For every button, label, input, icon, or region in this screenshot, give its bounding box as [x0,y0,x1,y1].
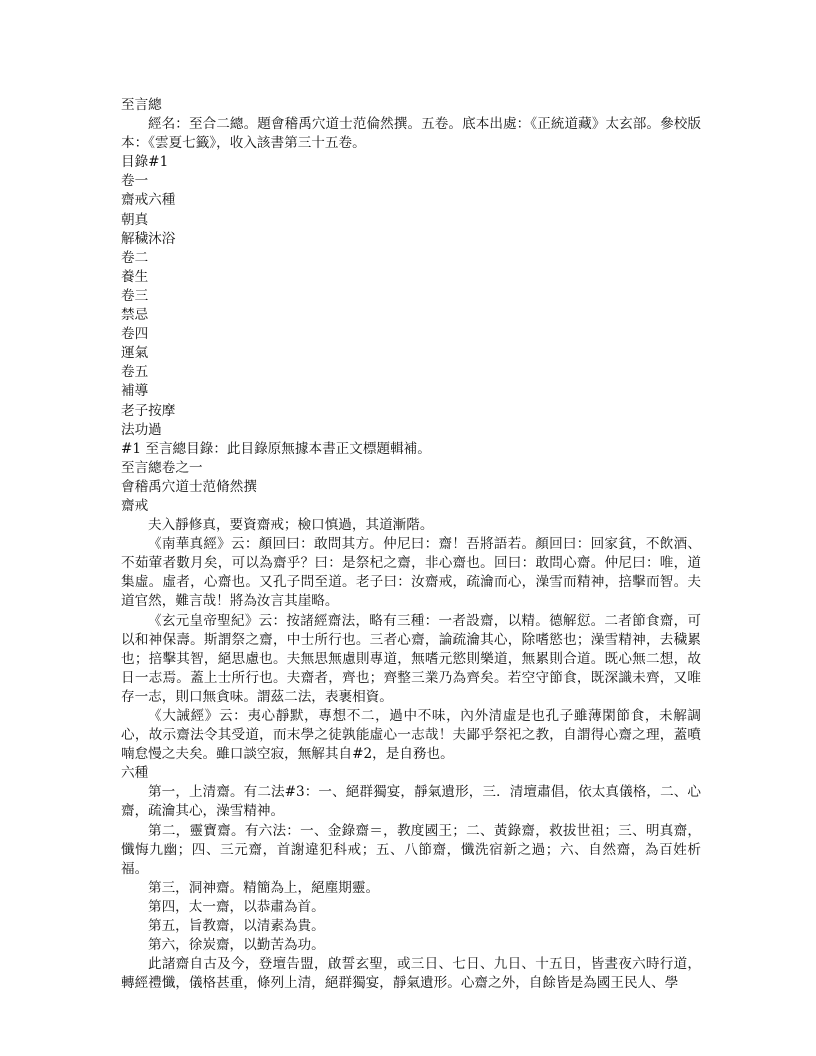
toc-item: 運氣 [121,345,149,362]
toc-item: 卷三 [121,287,149,304]
author-line: 會稽禹穴道士范脩然撰 [121,478,257,495]
document-page [121,96,701,993]
paragraph: 此諸齋自古及今，登壇告盟，啟誓玄聖，或三日、七日、九日、十五日，皆晝夜六時行道，轉經禮懺，儀格甚重，條列上清，絕群獨宴，靜氣遺形。心齋之外，自餘皆是為國王民人、學 [121,956,701,992]
paragraph: 第三，洞神齋。精簡為上，絕塵期靈。 [148,879,380,896]
toc-item: 禁忌 [121,307,149,324]
toc-item: 齋戒六種 [121,192,176,209]
toc-item: 朝真 [121,211,149,228]
volume-title: 至言總卷之一 [121,459,203,476]
toc-item: 卷四 [121,326,149,343]
toc-item: 解穢沐浴 [121,230,176,247]
toc-item: 補導 [121,383,149,400]
paragraph: 《玄元皇帝聖紀》云：按諸經齋法，略有三種：一者設齋，以精。德解愆。二者節食齋，可以和神保壽。斯謂祭之齋，中士所行也。三者心齋，論疏瀹其心，除嗜慾也；澡雪精神，去穢累也；掊擊其智，絕思慮也。夫無思無慮則專道，無嗜元慾則樂道，無累則合道。既心無二想，故日一志焉。蓋上士所行也。夫齋者，齊也；齊整三業乃為齊矣。若空守節食，既深識未齊，又唯存一志，則口無貪味。謂茲二法，表裹相資。 [121,612,701,705]
document-title: 至言總 [121,97,162,113]
toc-item: 卷二 [121,249,149,266]
paragraph: 夫入靜修真，要資齋戒；檢口慎過，其道漸階。 [148,517,434,534]
paragraph: 第一，上清齋。有二法#3：一、絕群獨宴，靜氣遺形，三．清壇肅倡，依太真儀格，二、心齋，疏瀹其心，澡雪精神。 [121,784,701,820]
toc-note: #1 至言總目錄：此目錄原無據本書正文標題輯補。 [121,440,431,457]
section-title: 齋戒 [121,497,149,514]
paragraph: 第六，徐炭齋，以勤苦為功。 [148,937,325,954]
paragraph: 《南華真經》云：顏回曰：敢問其方。仲尼曰：齋！吾將語若。顏回曰：回家貧，不飲酒、不茹葷者數月矣，可以為齋乎？曰：是祭杞之齋，非心齋也。回曰：敢問心齋。仲尼曰：唯，道集虛。虛者，心齋也。又孔子問至道。老子曰：汝齋戒，疏瀹而心，澡雪而精神，掊擊而智。夫道官然，難言哉！將為汝言其崖略。 [121,536,701,610]
toc-item: 卷一 [121,173,149,190]
toc-item: 卷五 [121,364,149,381]
toc-item: 養生 [121,268,149,285]
paragraph: 第五，旨教齋，以清素為貴。 [148,918,325,935]
toc-heading: 目錄#1 [121,154,169,171]
source-info: 經名：至合二總。題會稽禹穴道士范倫然撰。五卷。底本出處：《正統道藏》太玄部。參校版本：《雲夏七籤》，收入該書第三十五卷。 [121,116,701,152]
toc-item: 法功過 [121,421,162,438]
paragraph: 第四，太一齋，以恭肅為首。 [148,898,325,915]
paragraph: 第二，靈寶齋。有六法：一、金錄齋＝，教度國王；二、黃錄齋，救拔世祖；三、明真齋，懺悔九幽；四、三元齋，首謝違犯科戒；五、八節齋，懺洗宿新之過；六、自然齋，為百姓析福。 [121,822,701,877]
toc-item: 老子按摩 [121,402,176,419]
six-kinds-heading: 六種 [121,765,149,782]
paragraph: 《大誡經》云：夷心靜默，專想不二，過中不味，內外清虛是也孔子雖薄閑節食，未解調心，故示齋法令其受道，而末學之徒孰能虛心一志哉！夫鄙乎祭祀之教，自謂得心齋之理，蓋噴喃怠慢之夫矣。雖口談空寂，無解其自#2，是自務也。 [121,708,701,763]
